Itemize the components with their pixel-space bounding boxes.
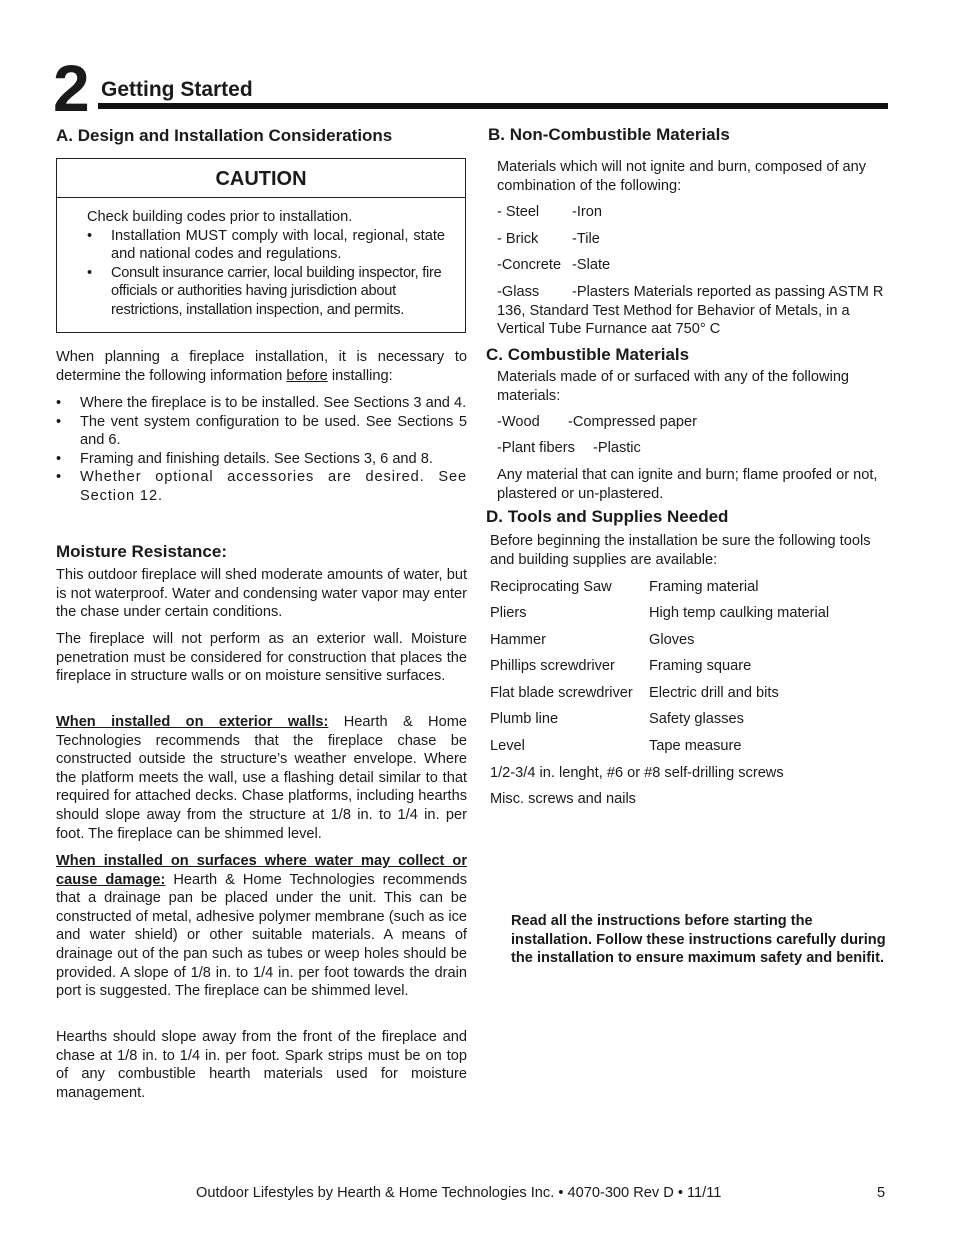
section-c-intro: Materials made of or surfaced with any of the following materials: (497, 369, 850, 404)
section-c-title: C. Combustible Materials (486, 345, 690, 364)
section-d-intro: Before beginning the installation be sure the following tools and building supplies are available: (490, 533, 871, 568)
noncomb-row: -Iron (572, 204, 603, 220)
title-rule (98, 103, 888, 109)
caution-box (56, 158, 466, 333)
glass-text: -Plasters Materials reported as passing ASTM R 136, Standard Test Method for Behavior of Metals, in a Vertical Tube Furnance aat 750° C (497, 284, 884, 338)
tool-item: Reciprocating Saw (490, 579, 612, 595)
tool-extra: 1/2-3/4 in. lenght, #6 or #8 self-drilling screws (490, 765, 784, 781)
tool-item: Phillips screwdriver (490, 658, 615, 674)
read-instructions-note: Read all the instructions before starting the installation. Follow these instructions carefully during the installation to ensure maximum safety and benifit. (511, 913, 886, 967)
chapter-title: Getting Started (101, 78, 253, 101)
noncomb-row: - Brick (497, 231, 539, 247)
footer-text: Outdoor Lifestyles by Hearth & Home Technologies Inc. • 4070-300 Rev D • 11/11 (196, 1185, 722, 1201)
noncomb-row: -Tile (572, 231, 600, 247)
tool-item: Flat blade screwdriver (490, 685, 633, 701)
exterior-walls-paragraph: When installed on exterior walls: Hearth & Home Technologies recommends that the fireplace chase be constructed outside the structure’s weather envelope. Where the platform meets the wall, use a flashing detail similar to that required for attached decks. Chase platforms, including hearths should slope away from the structure at 1/8 in. to 1/4 in. per foot. The fireplace can be shimmed level. (56, 714, 467, 842)
section-d-title: D. Tools and Supplies Needed (486, 507, 729, 526)
planning-item: • Framing and finishing details. See Sections 3, 6 and 8. (56, 450, 433, 467)
caution-body (57, 198, 465, 320)
caution-item: • Installation MUST comply with local, regional, state and national codes and regulations. (87, 227, 445, 263)
tool-item: Tape measure (649, 738, 742, 754)
caution-list (87, 227, 445, 320)
section-a-title: A. Design and Installation Considerations (56, 126, 393, 145)
moisture-paragraph-1: This outdoor fireplace will shed moderate amounts of water, but is not waterproof. Water and condensing water vapor may enter the chase under certain conditions. (56, 567, 467, 621)
planning-item: • Whether optional accessories are desired. See Section 12. (56, 469, 467, 504)
moisture-title: Moisture Resistance: (56, 542, 227, 561)
comb-row: -Plastic (593, 440, 641, 456)
tool-item: Gloves (649, 632, 695, 648)
comb-row: -Wood (497, 414, 540, 430)
planning-intro: When planning a fireplace installation, it is necessary to determine the following information before installing: (56, 349, 467, 384)
caution-title: CAUTION (57, 159, 465, 198)
planning-list (56, 394, 467, 506)
caution-item: • Consult insurance carrier, local building inspector, fire officials or authorities having jurisdiction about restrictions, installation inspection, and permits. (87, 264, 442, 318)
moisture-paragraph-2: The fireplace will not perform as an exterior wall. Moisture penetration must be considered for construction that places the fireplace in structure walls or on moisture sensitive surfaces. (56, 631, 467, 685)
tool-item: Pliers (490, 605, 527, 621)
planning-item: • Where the fireplace is to be installed. See Sections 3 and 4. (56, 395, 467, 411)
section-b-title: B. Non-Combustible Materials (488, 125, 730, 144)
tool-item: Level (490, 738, 525, 754)
caution-intro: Check building codes prior to installation. (87, 209, 353, 225)
noncomb-row: - Steel (497, 204, 540, 220)
tool-extra: Misc. screws and nails (490, 791, 636, 807)
chapter-number: 2 (53, 51, 88, 125)
tool-item: Electric drill and bits (649, 685, 779, 701)
section-c-note: Any material that can ignite and burn; flame proofed or not, plastered or un-plastered. (497, 467, 878, 502)
comb-row: -Compressed paper (568, 414, 697, 430)
tool-item: Framing square (649, 658, 752, 674)
water-collect-paragraph: When installed on surfaces where water may collect or cause damage: Hearth & Home Technologies recommends that a drainage pan be placed under the unit. This can be constructed of metal, adhesive polymer membrane (such as ice and water shield) or other suitable materials. A means of drainage out of the pan such as tubes or weep holes should be provided. A slope of 1/8 in. to 1/4 in. per foot towards the drain port is suggested. The fireplace can be shimmed level. (56, 853, 467, 1000)
tool-item: Hammer (490, 632, 546, 648)
noncomb-row: -Slate (572, 257, 611, 273)
noncomb-row: -Concrete (497, 257, 562, 273)
glass-label: -Glass (497, 284, 540, 300)
planning-item: • The vent system configuration to be used. See Sections 5 and 6. (56, 413, 467, 449)
page-number: 5 (877, 1185, 886, 1201)
tool-item: Framing material (649, 579, 759, 595)
hearths-paragraph: Hearths should slope away from the front of the fireplace and chase at 1/8 in. to 1/4 in. per foot. Spark strips must be on top of any combustible hearth materials used for moisture management. (56, 1029, 467, 1101)
tool-item: High temp caulking material (649, 605, 830, 621)
tool-item: Plumb line (490, 711, 559, 727)
comb-row: -Plant fibers (497, 440, 575, 456)
tool-item: Safety glasses (649, 711, 744, 727)
section-b-intro: Materials which will not ignite and burn, composed of any combination of the following: (497, 159, 867, 194)
